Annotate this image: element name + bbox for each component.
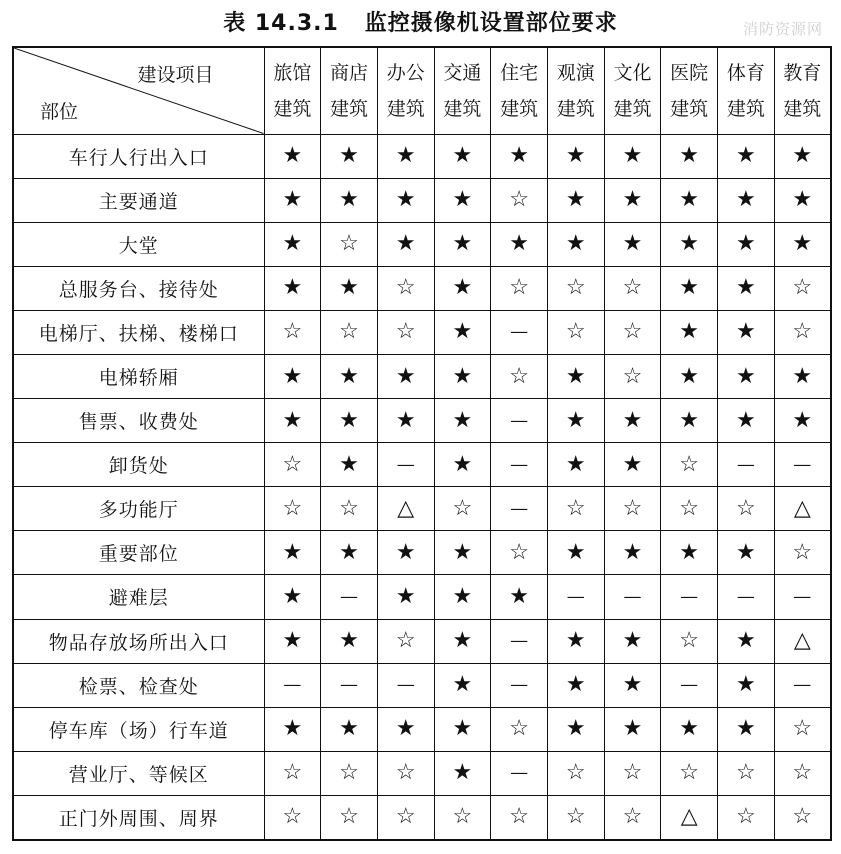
requirement-symbol: ★	[321, 354, 378, 398]
table-body	[13, 134, 831, 840]
column-header-line2: 建筑	[783, 97, 822, 120]
requirement-symbol: ★	[264, 707, 321, 751]
requirement-symbol: ★	[661, 178, 718, 222]
requirement-symbol: ☆	[547, 310, 604, 354]
column-header	[264, 47, 321, 134]
requirement-symbol: ☆	[604, 751, 661, 795]
requirement-symbol: —	[774, 575, 831, 619]
table-row	[13, 443, 831, 487]
requirement-symbol: ☆	[774, 795, 831, 839]
requirement-symbol: ☆	[321, 310, 378, 354]
requirement-symbol: ★	[547, 707, 604, 751]
column-header-line2: 建筑	[386, 97, 425, 120]
column-header	[434, 47, 491, 134]
requirement-symbol: —	[491, 487, 548, 531]
requirement-symbol: —	[491, 619, 548, 663]
watermark: 消防资源网	[742, 20, 823, 38]
requirement-symbol: ★	[547, 619, 604, 663]
row-label: 物品存放场所出入口	[13, 619, 264, 663]
requirement-symbol: ☆	[604, 310, 661, 354]
requirement-symbol: —	[377, 663, 434, 707]
requirement-symbol: —	[547, 575, 604, 619]
requirement-symbol: ★	[718, 707, 775, 751]
table-row	[13, 399, 831, 443]
requirement-symbol: ☆	[264, 751, 321, 795]
table-row	[13, 707, 831, 751]
requirement-symbol: ★	[434, 266, 491, 310]
requirement-symbol: ☆	[547, 266, 604, 310]
requirement-symbol: ☆	[718, 487, 775, 531]
requirement-symbol: ☆	[321, 751, 378, 795]
row-label: 多功能厅	[13, 487, 264, 531]
table-row	[13, 354, 831, 398]
requirement-symbol: ★	[547, 443, 604, 487]
requirement-symbol: ☆	[774, 751, 831, 795]
requirement-symbol: ★	[661, 222, 718, 266]
requirement-symbol: ☆	[491, 354, 548, 398]
row-label: 停车库（场）行车道	[13, 707, 264, 751]
requirement-symbol: ★	[377, 354, 434, 398]
requirement-symbol: ★	[321, 443, 378, 487]
table-row	[13, 531, 831, 575]
requirement-symbol: ★	[718, 619, 775, 663]
requirement-symbol: ★	[661, 707, 718, 751]
requirement-symbol: —	[718, 575, 775, 619]
row-label: 售票、收费处	[13, 399, 264, 443]
table-row	[13, 178, 831, 222]
column-header-line2: 建筑	[273, 97, 312, 120]
requirement-symbol: ★	[718, 222, 775, 266]
requirements-table	[12, 46, 832, 841]
row-label: 大堂	[13, 222, 264, 266]
requirement-symbol: ★	[661, 531, 718, 575]
table-title	[0, 6, 841, 36]
requirement-symbol: ☆	[491, 795, 548, 839]
requirement-symbol: —	[377, 443, 434, 487]
column-header-line1: 医院	[670, 61, 709, 84]
requirement-symbol: ★	[377, 575, 434, 619]
requirement-symbol: ☆	[661, 619, 718, 663]
requirement-symbol: ★	[434, 178, 491, 222]
requirement-symbol: ★	[718, 266, 775, 310]
requirement-symbol: ★	[774, 178, 831, 222]
requirement-symbol: ★	[264, 575, 321, 619]
requirement-symbol: ★	[434, 399, 491, 443]
requirement-symbol: ☆	[264, 443, 321, 487]
requirement-symbol: ★	[264, 134, 321, 178]
requirement-symbol: ☆	[491, 266, 548, 310]
requirement-symbol: ★	[547, 134, 604, 178]
requirement-symbol: ★	[547, 663, 604, 707]
requirement-symbol: ☆	[661, 751, 718, 795]
row-label: 检票、检查处	[13, 663, 264, 707]
column-header	[718, 47, 775, 134]
requirement-symbol: ★	[718, 531, 775, 575]
column-header	[321, 47, 378, 134]
requirement-symbol: ☆	[434, 487, 491, 531]
corner-label-location: 部位	[40, 100, 79, 123]
requirement-symbol: ☆	[718, 751, 775, 795]
requirement-symbol: ☆	[434, 795, 491, 839]
requirement-symbol: ☆	[547, 751, 604, 795]
requirement-symbol: ★	[434, 222, 491, 266]
requirement-symbol: ★	[491, 222, 548, 266]
table-row	[13, 751, 831, 795]
requirement-symbol: ☆	[491, 178, 548, 222]
table-caption: 监控摄像机设置部位要求	[364, 11, 618, 36]
requirement-symbol: ★	[604, 222, 661, 266]
table-row	[13, 663, 831, 707]
column-header	[377, 47, 434, 134]
requirement-symbol: ★	[718, 399, 775, 443]
table-row	[13, 134, 831, 178]
requirement-symbol: ☆	[377, 310, 434, 354]
requirement-symbol: ★	[661, 266, 718, 310]
column-header-line1: 商店	[330, 61, 369, 84]
column-header-line2: 建筑	[726, 97, 765, 120]
row-label: 避难层	[13, 575, 264, 619]
corner-label-project: 建设项目	[137, 64, 214, 86]
requirement-symbol: ★	[434, 707, 491, 751]
table-row	[13, 575, 831, 619]
requirement-symbol: ☆	[604, 487, 661, 531]
requirement-symbol: —	[491, 663, 548, 707]
requirement-symbol: ☆	[377, 795, 434, 839]
column-header-line1: 旅馆	[273, 61, 312, 84]
requirement-symbol: ★	[718, 178, 775, 222]
requirement-symbol: ☆	[661, 487, 718, 531]
column-header-line1: 住宅	[500, 61, 539, 84]
requirement-symbol: ★	[434, 663, 491, 707]
table-row	[13, 795, 831, 839]
requirement-symbol: —	[774, 443, 831, 487]
row-label: 营业厅、等候区	[13, 751, 264, 795]
table-row	[13, 222, 831, 266]
requirement-symbol: ☆	[604, 354, 661, 398]
requirement-symbol: ☆	[264, 487, 321, 531]
column-header	[774, 47, 831, 134]
requirement-symbol: △	[377, 487, 434, 531]
requirement-symbol: ★	[321, 178, 378, 222]
requirement-symbol: —	[491, 310, 548, 354]
column-header-line1: 交通	[443, 61, 482, 84]
requirement-symbol: ★	[604, 619, 661, 663]
header-row	[13, 47, 831, 134]
requirement-symbol: ★	[604, 443, 661, 487]
row-label: 卸货处	[13, 443, 264, 487]
column-header-line2: 建筑	[670, 97, 709, 120]
requirement-symbol: ★	[547, 354, 604, 398]
requirement-symbol: ★	[264, 266, 321, 310]
requirement-symbol: ★	[377, 531, 434, 575]
column-header	[547, 47, 604, 134]
requirement-symbol: ★	[434, 443, 491, 487]
requirement-symbol: ★	[321, 531, 378, 575]
table-number: 表 14.3.1	[223, 11, 339, 36]
requirement-symbol: —	[774, 663, 831, 707]
requirement-symbol: ★	[718, 310, 775, 354]
requirement-symbol: ☆	[377, 751, 434, 795]
row-label: 电梯厅、扶梯、楼梯口	[13, 310, 264, 354]
requirement-symbol: ★	[264, 531, 321, 575]
column-header-line1: 教育	[783, 61, 822, 84]
requirement-symbol: ☆	[604, 795, 661, 839]
column-header	[491, 47, 548, 134]
requirement-symbol: ★	[321, 707, 378, 751]
requirement-symbol: ★	[718, 134, 775, 178]
requirement-symbol: △	[774, 619, 831, 663]
requirement-symbol: ★	[434, 575, 491, 619]
requirement-symbol: ★	[547, 531, 604, 575]
requirement-symbol: △	[774, 487, 831, 531]
requirement-symbol: ☆	[774, 707, 831, 751]
requirement-symbol: —	[264, 663, 321, 707]
requirement-symbol: ☆	[491, 707, 548, 751]
column-header-line2: 建筑	[443, 97, 482, 120]
column-header-line2: 建筑	[330, 97, 369, 120]
column-header-line2: 建筑	[613, 97, 652, 120]
requirement-symbol: ☆	[377, 266, 434, 310]
requirement-symbol: ☆	[321, 487, 378, 531]
requirement-symbol: ★	[321, 619, 378, 663]
requirement-symbol: ★	[661, 399, 718, 443]
requirement-symbol: ☆	[547, 795, 604, 839]
requirement-symbol: ★	[377, 399, 434, 443]
requirement-symbol: ★	[377, 222, 434, 266]
requirement-symbol: ★	[264, 399, 321, 443]
requirement-symbol: ☆	[264, 795, 321, 839]
requirement-symbol: —	[491, 443, 548, 487]
requirement-symbol: ★	[321, 266, 378, 310]
requirement-symbol: ★	[264, 619, 321, 663]
column-header	[604, 47, 661, 134]
requirement-symbol: —	[321, 575, 378, 619]
requirement-symbol: ★	[434, 619, 491, 663]
requirement-symbol: —	[718, 443, 775, 487]
table-row	[13, 310, 831, 354]
requirement-symbol: ★	[604, 134, 661, 178]
requirement-symbol: ☆	[321, 222, 378, 266]
requirement-symbol: ★	[774, 134, 831, 178]
requirement-symbol: ★	[377, 707, 434, 751]
requirement-symbol: ★	[377, 134, 434, 178]
requirement-symbol: ☆	[774, 266, 831, 310]
column-header-line1: 观演	[556, 61, 595, 84]
requirement-symbol: —	[604, 575, 661, 619]
requirement-symbol: —	[661, 663, 718, 707]
requirement-symbol: ★	[547, 178, 604, 222]
requirement-symbol: ★	[604, 531, 661, 575]
column-header-line1: 办公	[386, 61, 425, 84]
column-header-line1: 文化	[613, 61, 652, 84]
requirement-symbol: ★	[264, 222, 321, 266]
column-header-line1: 体育	[726, 61, 765, 84]
requirement-symbol: ★	[604, 178, 661, 222]
requirement-symbol: ★	[547, 222, 604, 266]
requirement-symbol: ☆	[264, 310, 321, 354]
row-label: 正门外周围、周界	[13, 795, 264, 839]
requirement-symbol: ★	[774, 222, 831, 266]
requirement-symbol: —	[661, 575, 718, 619]
requirement-symbol: —	[491, 399, 548, 443]
requirement-symbol: ★	[434, 134, 491, 178]
requirement-symbol: ☆	[604, 266, 661, 310]
requirement-symbol: ★	[434, 751, 491, 795]
corner-cell	[13, 47, 264, 134]
requirement-symbol: ★	[491, 134, 548, 178]
requirement-symbol: ☆	[661, 443, 718, 487]
requirement-symbol: ★	[661, 310, 718, 354]
requirement-symbol: ★	[434, 531, 491, 575]
requirement-symbol: —	[321, 663, 378, 707]
requirement-symbol: ☆	[774, 310, 831, 354]
requirement-symbol: —	[491, 751, 548, 795]
row-label: 主要通道	[13, 178, 264, 222]
requirement-symbol: ★	[434, 310, 491, 354]
requirement-symbol: ☆	[547, 487, 604, 531]
row-label: 车行人行出入口	[13, 134, 264, 178]
table-row	[13, 266, 831, 310]
row-label: 电梯轿厢	[13, 354, 264, 398]
requirement-symbol: ★	[604, 707, 661, 751]
requirement-symbol: ★	[718, 354, 775, 398]
requirement-symbol: ★	[321, 134, 378, 178]
requirement-symbol: ★	[774, 354, 831, 398]
table-row	[13, 619, 831, 663]
requirement-symbol: ★	[264, 178, 321, 222]
requirement-symbol: △	[661, 795, 718, 839]
requirement-symbol: ☆	[491, 531, 548, 575]
requirement-symbol: ★	[604, 663, 661, 707]
requirement-symbol: ★	[661, 134, 718, 178]
requirement-symbol: ★	[718, 663, 775, 707]
column-header-line2: 建筑	[500, 97, 539, 120]
column-header	[661, 47, 718, 134]
requirement-symbol: ★	[774, 399, 831, 443]
requirement-symbol: ★	[321, 399, 378, 443]
requirement-symbol: ★	[491, 575, 548, 619]
requirement-symbol: ☆	[377, 619, 434, 663]
requirement-symbol: ☆	[321, 795, 378, 839]
row-label: 重要部位	[13, 531, 264, 575]
requirement-symbol: ★	[377, 178, 434, 222]
requirement-symbol: ★	[661, 354, 718, 398]
requirement-symbol: ★	[264, 354, 321, 398]
requirement-symbol: ☆	[718, 795, 775, 839]
requirement-symbol: ★	[434, 354, 491, 398]
column-header-line2: 建筑	[556, 97, 595, 120]
requirement-symbol: ★	[547, 399, 604, 443]
requirement-symbol: ☆	[774, 531, 831, 575]
requirement-symbol: ★	[604, 399, 661, 443]
table-row	[13, 487, 831, 531]
row-label: 总服务台、接待处	[13, 266, 264, 310]
